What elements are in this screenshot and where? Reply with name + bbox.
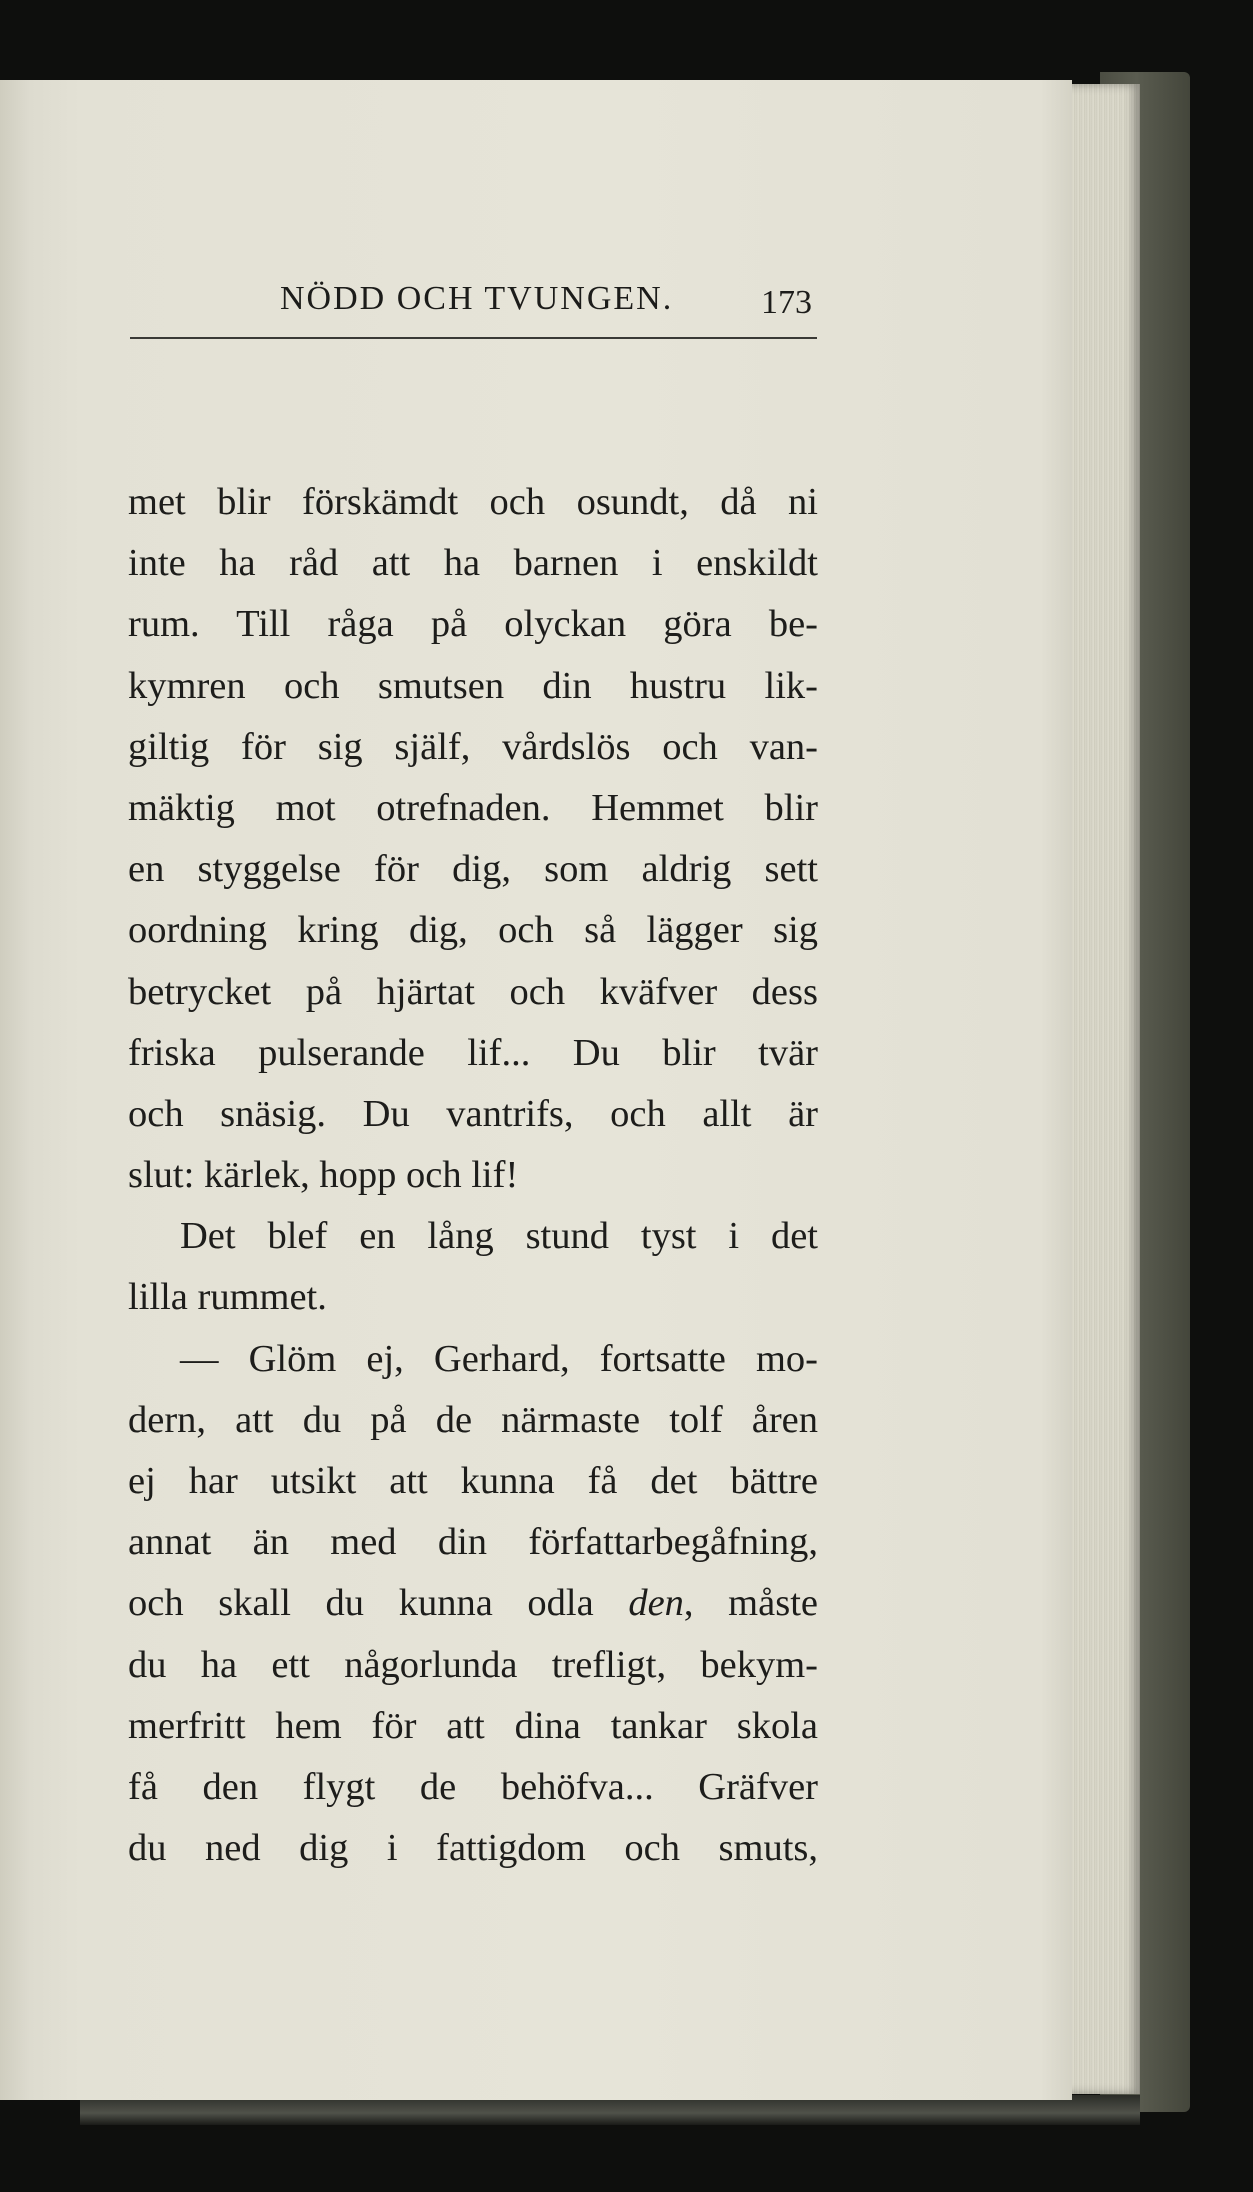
text-line: friska pulserande lif... Du blir tvär bbox=[128, 1031, 818, 1074]
body-text bbox=[128, 472, 818, 1879]
text-line: oordning kring dig, och så lägger sig bbox=[128, 909, 818, 952]
text-line: betrycket på hjärtat och kväfver dess bbox=[128, 970, 818, 1013]
text-line: merfritt hem för att dina tankar skola bbox=[128, 1704, 818, 1747]
text-line: dern, att du på de närmaste tolf åren bbox=[128, 1398, 818, 1441]
text-line: en styggelse för dig, som aldrig sett bbox=[128, 848, 818, 891]
text-line: annat än med din författarbegåfning, bbox=[128, 1521, 818, 1564]
text-segment: och skall du kunna odla bbox=[128, 1582, 629, 1625]
text-line: lilla rummet. bbox=[128, 1276, 327, 1319]
running-head-title: NÖDD OCH TVUNGEN. bbox=[280, 280, 674, 317]
text-line: få den flygt de behöfva... Gräfver bbox=[128, 1765, 818, 1808]
text-line: giltig för sig själf, vårdslös och van- bbox=[128, 725, 818, 768]
text-line: met blir förskämdt och osundt, då ni bbox=[128, 481, 818, 523]
text-line: slut: kärlek, hopp och lif! bbox=[128, 1154, 519, 1197]
book-page bbox=[0, 80, 1072, 2100]
text-line bbox=[128, 1573, 818, 1634]
italic-emphasis: den bbox=[628, 1582, 684, 1625]
running-head bbox=[130, 280, 820, 340]
text-line: Det blef en lång stund tyst i det bbox=[180, 1215, 818, 1258]
text-line: du ned dig i fattigdom och smuts, bbox=[128, 1827, 818, 1870]
text-line: — Glöm ej, Gerhard, fortsatte mo- bbox=[180, 1337, 818, 1380]
page-number: 173 bbox=[761, 284, 812, 321]
text-line: mäktig mot otrefnaden. Hemmet blir bbox=[128, 786, 818, 829]
text-line: du ha ett någorlunda trefligt, bekym- bbox=[128, 1643, 818, 1686]
text-line: ej har utsikt att kunna få det bättre bbox=[128, 1460, 818, 1502]
text-line: kymren och smutsen din hustru lik- bbox=[128, 664, 818, 707]
text-line: rum. Till råga på olyckan göra be- bbox=[128, 603, 818, 646]
header-rule bbox=[130, 337, 817, 339]
text-segment: , måste bbox=[683, 1582, 818, 1625]
text-line: inte ha råd att ha barnen i enskildt bbox=[128, 542, 818, 585]
page-edges bbox=[1060, 84, 1140, 2094]
text-line: och snäsig. Du vantrifs, och allt är bbox=[128, 1092, 818, 1135]
